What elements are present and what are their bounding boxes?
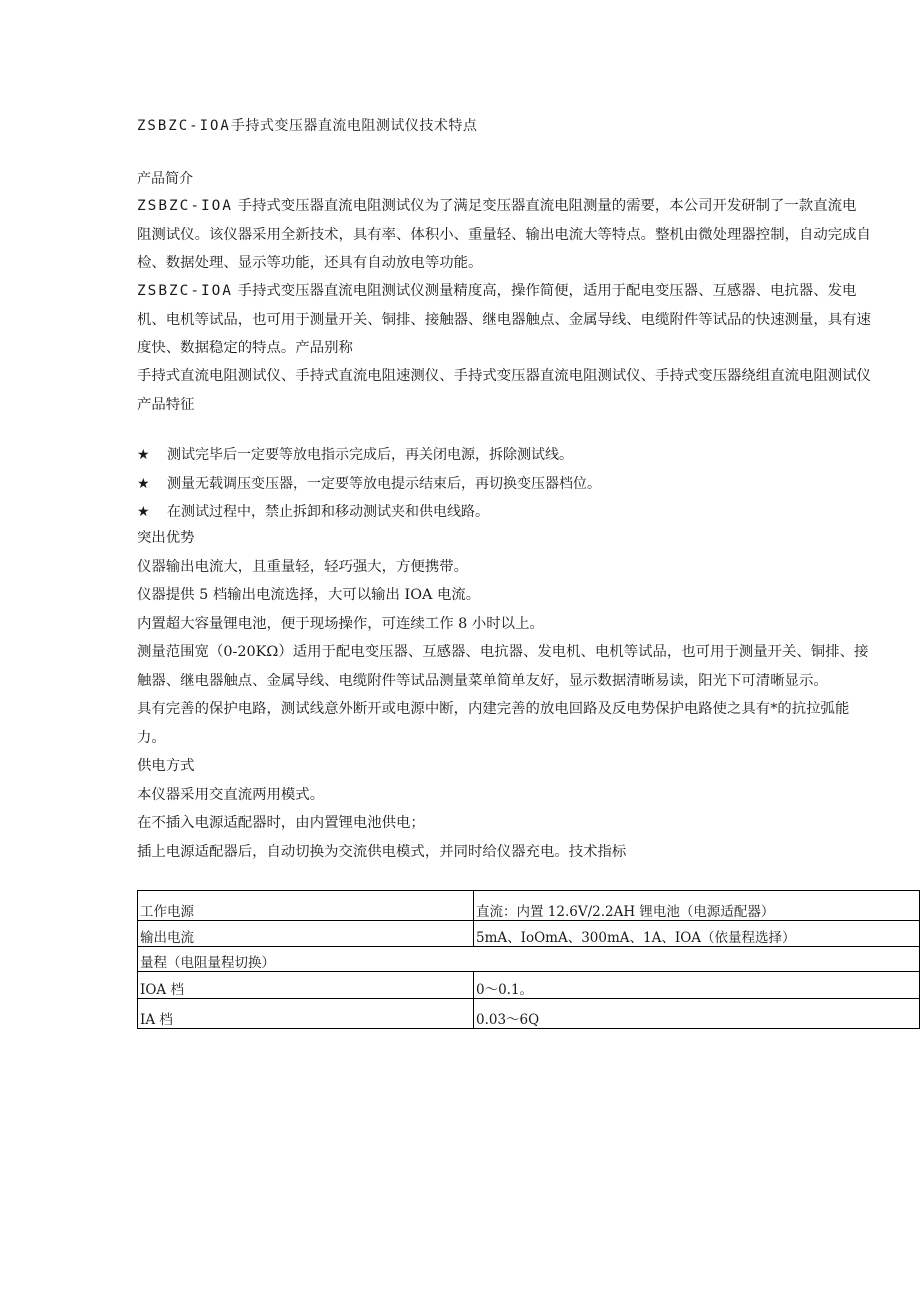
document-title bbox=[137, 117, 477, 135]
power-line: 在不插入电源适配器时，由内置锂电池供电； bbox=[137, 815, 425, 831]
aliases-line: 手持式直流电阻测试仪、手持式直流电阻速测仪、手持式变压器直流电阻测试仪、手持式变压器绕组直流电阻测试仪 bbox=[137, 368, 871, 384]
intro-paragraph-1 bbox=[137, 192, 920, 278]
table-cell-label: 输出电流 bbox=[138, 921, 474, 947]
advantages-block bbox=[137, 524, 920, 752]
title-text: 手持式变压器直流电阻测试仪技术特点 bbox=[230, 118, 478, 134]
spec-table bbox=[137, 890, 920, 1029]
star-icon: ★ bbox=[137, 447, 150, 463]
intro-p2-line-1 bbox=[137, 277, 920, 306]
model-code: ZSBZC-IOA bbox=[137, 283, 233, 299]
model-code: ZSBZC-IOA bbox=[137, 198, 233, 214]
table-cell-label: 量程（电阻量程切换） bbox=[138, 947, 920, 972]
table-cell-value: 0.03～6Q bbox=[474, 999, 920, 1029]
intro-p2-line-2: 机、电机等试品，也可用于测量开关、铜排、接触器、继电器触点、金属导线、电缆附件等试品的快速测量，具有速 bbox=[137, 311, 871, 328]
feature-item bbox=[137, 446, 573, 464]
table-cell-label: IA 档 bbox=[138, 999, 474, 1029]
aliases-block bbox=[137, 362, 920, 419]
feature-item bbox=[137, 503, 489, 521]
intro-p1-line-1 bbox=[137, 192, 920, 221]
advantage-line: 内置超大容量锂电池，便于现场操作，可连续工作 8 小时以上。 bbox=[137, 615, 544, 632]
advantage-line: 仪器输出电流大，且重量轻，轻巧强大，方便携带。 bbox=[137, 558, 468, 575]
power-line: 本仪器采用交直流两用模式。 bbox=[137, 786, 325, 803]
table-row bbox=[138, 999, 920, 1029]
intro-heading: 产品简介 bbox=[137, 171, 193, 187]
feature-text: 测量无载调压变压器，一定要等放电提示结束后，再切换变压器档位。 bbox=[167, 476, 601, 492]
advantage-line: 力。 bbox=[137, 729, 166, 746]
intro-p1-line-3: 检、数据处理、显示等功能，还具有自动放电等功能。 bbox=[137, 255, 483, 271]
feature-text: 测试完毕后一定要等放电指示完成后，再关闭电源，拆除测试线。 bbox=[167, 447, 573, 463]
intro-p2-text-1: 手持式变压器直流电阻测试仪测量精度高，操作简便，适用于配电变压器、互感器、电抗器、发电 bbox=[237, 283, 857, 299]
power-line: 插上电源适配器后，自动切换为交流供电模式，并同时给仪器充电。技术指标 bbox=[137, 843, 627, 860]
table-row bbox=[138, 921, 920, 947]
table-cell-label: 工作电源 bbox=[138, 891, 474, 921]
power-heading: 供电方式 bbox=[137, 758, 195, 774]
feature-text: 在测试过程中，禁止拆卸和移动测试夹和供电线路。 bbox=[167, 504, 489, 520]
star-icon: ★ bbox=[137, 476, 150, 492]
table-row bbox=[138, 972, 920, 999]
table-cell-value: 直流：内置 12.6V/2.2AH 锂电池（电源适配器） bbox=[474, 891, 920, 921]
table-row bbox=[138, 891, 920, 921]
table-cell-label: IOA 档 bbox=[138, 972, 474, 999]
table-row bbox=[138, 947, 920, 972]
advantage-line: 触器、继电器触点、金属导线、电缆附件等试品测量菜单简单友好，显示数据清晰易读，阳光下可清晰显示。 bbox=[137, 672, 828, 689]
star-icon: ★ bbox=[137, 504, 150, 520]
table-cell-value: 0～0.1。 bbox=[474, 972, 920, 999]
advantage-line: 具有完善的保护电路，测试线意外断开或电源中断，内建完善的放电回路及反电势保护电路使之具有*的抗拉弧能 bbox=[137, 701, 850, 717]
features-heading: 产品特征 bbox=[137, 396, 195, 413]
model-code: ZSBZC-IOA bbox=[137, 118, 231, 134]
advantage-line: 测量范围宽（0-20KΩ）适用于配电变压器、互感器、电抗器、发电机、电机等试品，也可用于测量开关、铜排、接 bbox=[137, 644, 869, 660]
intro-paragraph-2 bbox=[137, 277, 920, 363]
advantage-line: 仪器提供 5 档输出电流选择，大可以输出 IOA 电流。 bbox=[137, 587, 481, 603]
power-block bbox=[137, 752, 920, 866]
advantages-heading: 突出优势 bbox=[137, 530, 195, 546]
intro-p2-line-3: 度快、数据稳定的特点。产品别称 bbox=[137, 340, 353, 356]
table-cell-value: 5mA、IoOmA、300mA、1A、IOA（依量程选择） bbox=[474, 921, 920, 947]
intro-p1-line-2: 阻测试仪。该仪器采用全新技术，具有率、体积小、重量轻、输出电流大等特点。整机由微处理器控制，自动完成自 bbox=[137, 226, 871, 243]
feature-item bbox=[137, 475, 601, 493]
intro-p1-text-1: 手持式变压器直流电阻测试仪为了满足变压器直流电阻测量的需要，本公司开发研制了一款直流电 bbox=[237, 198, 857, 214]
